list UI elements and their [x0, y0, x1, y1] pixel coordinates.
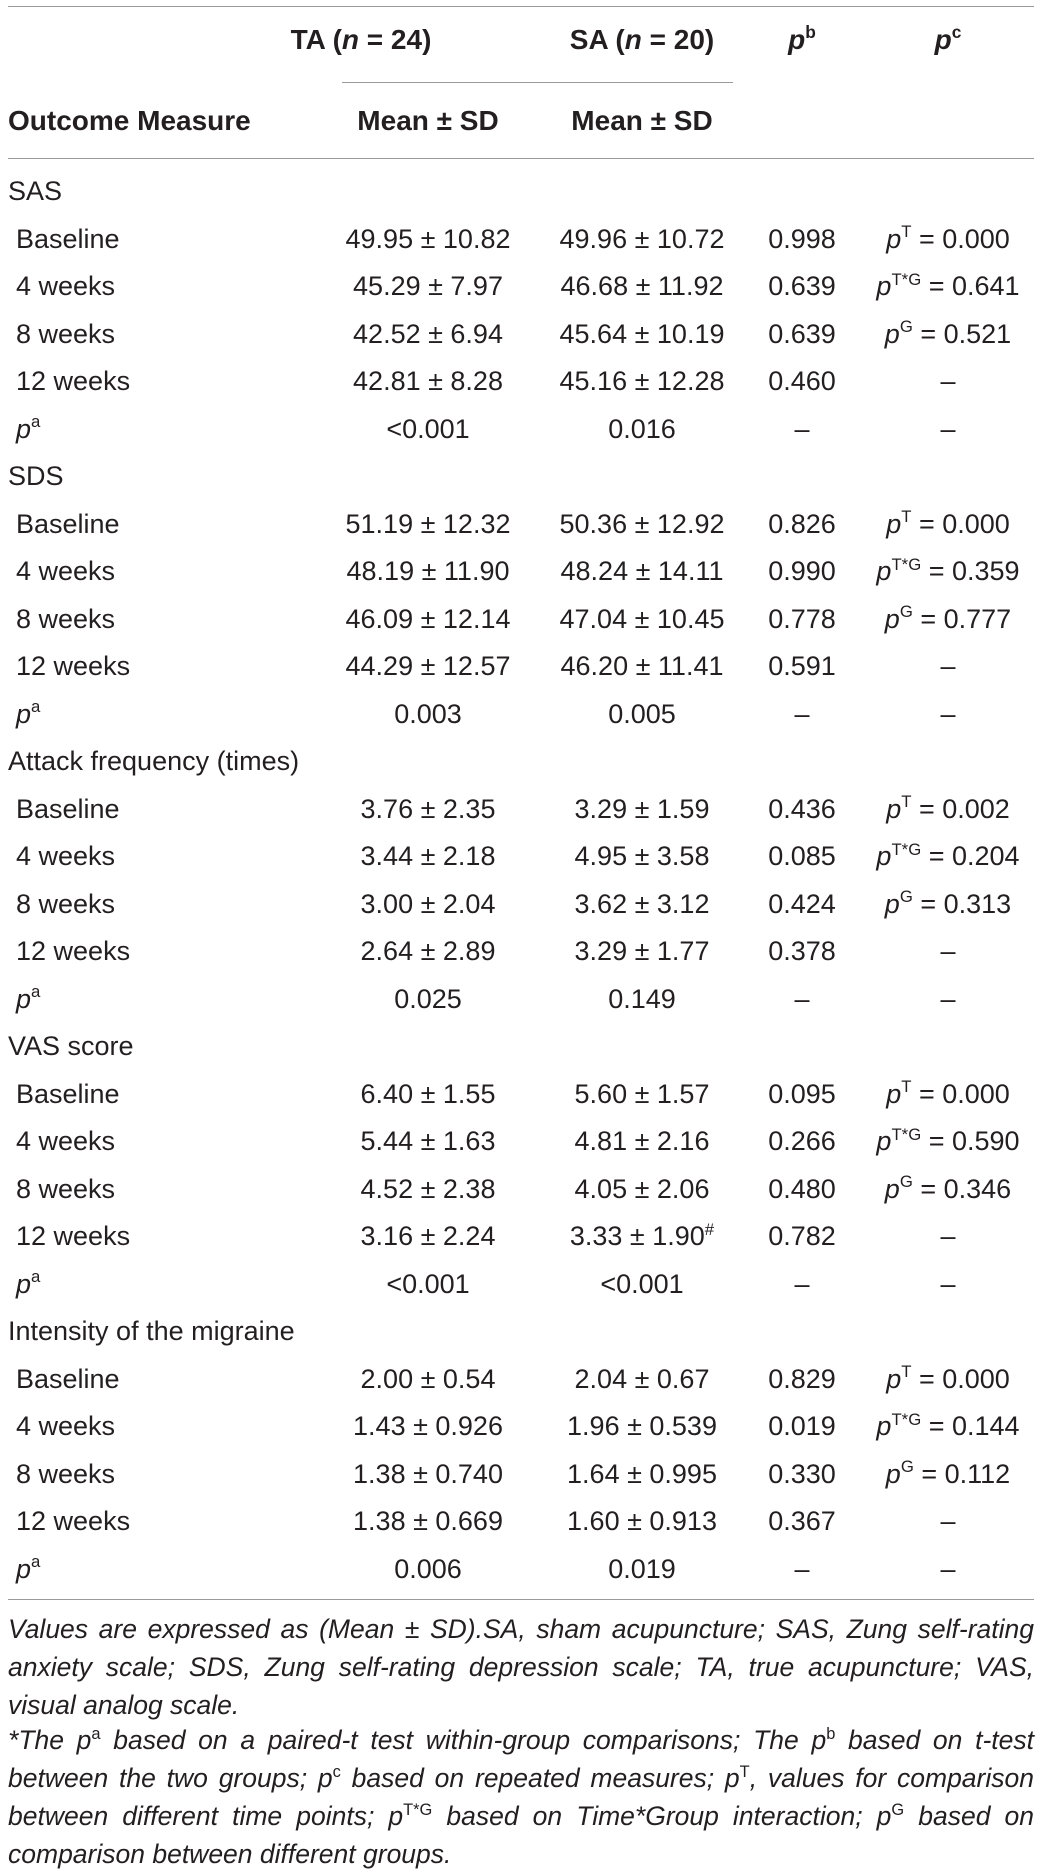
sa-value [570, 1213, 714, 1261]
row-label: 4 weeks [16, 841, 116, 871]
sa-value-text: 3.62 ± 3.12 [574, 888, 710, 919]
ta-value: 46.09 ± 12.14 [345, 603, 511, 634]
pc-value [886, 501, 1010, 549]
pc-value: – [940, 1553, 956, 1584]
sa-value-text: 0.149 [608, 983, 676, 1014]
footnote-superscript: T [739, 1762, 750, 1781]
pc-value-base: p [886, 793, 902, 824]
ta-value: <0.001 [386, 1268, 470, 1299]
ta-value: 49.95 ± 10.82 [345, 223, 511, 254]
sa-value [560, 311, 725, 359]
sa-value-text: 46.68 ± 11.92 [560, 271, 724, 301]
sa-value [560, 216, 725, 264]
table-top-rule [8, 6, 1034, 7]
row-label: Baseline [16, 793, 120, 824]
pc-value-value: = 0.000 [911, 1363, 1010, 1394]
table-row [0, 168, 1042, 216]
pb-value: 0.998 [768, 223, 836, 254]
pb-value: 0.378 [768, 936, 836, 966]
sa-value-text: 45.64 ± 10.19 [559, 318, 725, 349]
pb-value: – [794, 983, 810, 1014]
group-label: Intensity of the migraine [8, 1316, 295, 1346]
table-row [0, 976, 1042, 1024]
pc-value [885, 881, 1011, 929]
sa-value-text: 47.04 ± 10.45 [559, 603, 725, 634]
footnote-abbreviations: Values are expressed as (Mean ± SD).SA, sham acupuncture; SAS, Zung self-rating anxiety scale; SDS, Zung self-rating depression scale; TA, true acupuncture; VAS, visual analog scale. [8, 1614, 1034, 1720]
group-label: SAS [8, 176, 63, 206]
pc-value-base: p [885, 1458, 901, 1489]
pc-value-value: = 0.112 [913, 1458, 1011, 1489]
group-label: SDS [8, 461, 64, 491]
sa-value [575, 833, 710, 881]
footnote-text: based on Time*Group interaction; p [432, 1801, 892, 1831]
row-label: 8 weeks [16, 888, 116, 919]
pc-value: – [940, 936, 956, 966]
header-group-rule [342, 82, 733, 83]
footnote-superscript: b [826, 1724, 836, 1743]
sa-value [608, 691, 676, 739]
table-row [0, 786, 1042, 834]
sa-value-text: 4.95 ± 3.58 [574, 841, 710, 871]
pb-value: 0.266 [768, 1126, 836, 1156]
pc-value [876, 833, 1019, 881]
ta-value: 1.38 ± 0.669 [353, 1506, 503, 1536]
footnote-text: based on t-test between the two groups; p [8, 1725, 1035, 1793]
pb-value: 0.826 [768, 508, 836, 539]
pb-value: 0.085 [768, 841, 836, 871]
ta-value: 51.19 ± 12.32 [345, 508, 511, 539]
pb-value: 0.639 [768, 271, 836, 301]
sa-value-text: 1.60 ± 0.913 [567, 1506, 717, 1536]
row-label: 12 weeks [16, 366, 131, 396]
pb-value: 0.460 [768, 366, 836, 396]
pc-value-sup: G [899, 317, 913, 337]
sa-value [575, 1356, 710, 1404]
pb-value: 0.019 [768, 1411, 836, 1441]
table-row [0, 1166, 1042, 1214]
table-row [0, 1498, 1042, 1546]
table-row [0, 1451, 1042, 1499]
table-row [0, 928, 1042, 976]
pc-value-value: = 0.204 [921, 841, 1020, 871]
pc-value-value: = 0.144 [921, 1411, 1020, 1441]
row-label: 12 weeks [16, 936, 131, 966]
pc-value-value: = 0.359 [921, 556, 1020, 586]
pc-value: – [940, 1506, 956, 1536]
pc-value-value: = 0.590 [921, 1126, 1020, 1156]
pc-value-sup: T [901, 1077, 912, 1097]
sa-value [561, 643, 724, 691]
sa-value-text: 1.64 ± 0.995 [567, 1458, 717, 1489]
table-row [0, 596, 1042, 644]
header-sa-stat: Mean ± SD [571, 105, 713, 136]
table-row [0, 1403, 1042, 1451]
table-row [0, 833, 1042, 881]
ta-value: <0.001 [386, 413, 470, 444]
pc-value: – [940, 983, 956, 1014]
pc-value-sup: T*G [891, 1124, 922, 1144]
pc-value-base: p [876, 841, 892, 871]
sa-value [561, 263, 724, 311]
row-label: 12 weeks [16, 1221, 131, 1251]
pc-value-value: = 0.346 [912, 1173, 1012, 1204]
footnote-superscript: a [91, 1724, 101, 1743]
footnote-text: based on comparison between different groups. [8, 1801, 1034, 1869]
row-label: 8 weeks [16, 1458, 116, 1489]
row-label-sup: a [31, 412, 41, 432]
pc-value: – [940, 651, 956, 681]
ta-value: 0.003 [394, 698, 462, 729]
group-label: VAS score [8, 1031, 134, 1061]
pb-value: – [794, 413, 810, 444]
pc-value-sup: T [901, 792, 912, 812]
row-label: 4 weeks [16, 1411, 116, 1441]
row-label: Baseline [16, 1363, 120, 1394]
pc-value-sup: G [900, 1457, 914, 1477]
pc-value [876, 1118, 1019, 1166]
header-ta-group: TA (n = 24) [290, 24, 432, 55]
ta-value: 42.52 ± 6.94 [353, 318, 503, 349]
sa-value [608, 976, 676, 1024]
ta-value: 1.38 ± 0.740 [353, 1458, 503, 1489]
sa-value [560, 501, 725, 549]
header-outcome-measure: Outcome Measure [8, 105, 251, 136]
sa-value-text: 49.96 ± 10.72 [559, 223, 725, 254]
table-row [0, 691, 1042, 739]
ta-value: 3.16 ± 2.24 [360, 1221, 496, 1251]
row-label: 8 weeks [16, 1173, 116, 1204]
pb-value: 0.480 [768, 1173, 836, 1204]
pc-value-sup: G [899, 1172, 913, 1192]
pc-value-sup: G [899, 887, 913, 907]
group-label: Attack frequency (times) [8, 746, 300, 776]
pc-value-value: = 0.000 [911, 508, 1010, 539]
sa-value [567, 1403, 717, 1451]
ta-value: 48.19 ± 11.90 [346, 556, 510, 586]
pc-value: – [940, 1221, 956, 1251]
pc-value [876, 1403, 1019, 1451]
row-label [16, 406, 40, 454]
sa-value [575, 786, 710, 834]
table-row [0, 263, 1042, 311]
pc-value [886, 1451, 1010, 1499]
table-row [0, 453, 1042, 501]
pc-value-sup: T*G [891, 839, 922, 859]
sa-value [575, 1071, 710, 1119]
table-row [0, 548, 1042, 596]
pc-value-value: = 0.000 [911, 223, 1010, 254]
ta-value: 1.43 ± 0.926 [353, 1411, 503, 1441]
sa-value [567, 1498, 717, 1546]
pb-value: 0.990 [768, 556, 836, 586]
row-label-base: p [16, 983, 32, 1014]
ta-value: 2.00 ± 0.54 [360, 1363, 496, 1394]
sa-value-text: 1.96 ± 0.539 [567, 1411, 717, 1441]
sa-value [567, 1451, 717, 1499]
sa-value-text: 3.29 ± 1.77 [574, 936, 710, 966]
ta-value: 5.44 ± 1.63 [360, 1126, 496, 1156]
sa-value-text: 4.05 ± 2.06 [574, 1173, 710, 1204]
pc-value-value: = 0.313 [912, 888, 1012, 919]
header-pc: $p^c$ [934, 22, 962, 55]
pb-value: 0.591 [768, 651, 836, 681]
pc-value-base: p [886, 1363, 902, 1394]
sa-value-text: 5.60 ± 1.57 [574, 1078, 710, 1109]
row-label-sup: a [31, 1552, 41, 1572]
pb-value: – [794, 1268, 810, 1299]
table-row [0, 1356, 1042, 1404]
pc-value-value: = 0.777 [912, 603, 1012, 634]
table-row [0, 1213, 1042, 1261]
pb-value: 0.829 [768, 1363, 836, 1394]
pc-value [876, 263, 1019, 311]
pc-value-sup: T*G [891, 1409, 922, 1429]
row-label: Baseline [16, 1078, 120, 1109]
pc-value [886, 1071, 1010, 1119]
sa-value-text: 4.81 ± 2.16 [574, 1126, 710, 1156]
row-label-base: p [16, 413, 32, 444]
pc-value-base: p [884, 603, 900, 634]
sa-value-text: 45.16 ± 12.28 [559, 366, 725, 396]
pc-value-base: p [876, 556, 892, 586]
pc-value-base: p [886, 223, 902, 254]
pc-value: – [940, 366, 956, 396]
ta-value: 44.29 ± 12.57 [345, 651, 511, 681]
row-label: 8 weeks [16, 318, 116, 349]
pb-value: 0.367 [768, 1506, 836, 1536]
footnote-superscript: G [891, 1800, 905, 1819]
pb-value: – [794, 698, 810, 729]
pc-value: – [940, 413, 956, 444]
ta-value: 3.00 ± 2.04 [360, 888, 496, 919]
pb-value: 0.095 [768, 1078, 836, 1109]
pc-value-value: = 0.002 [911, 793, 1010, 824]
table-row [0, 1023, 1042, 1071]
pb-value: 0.778 [768, 603, 836, 634]
row-label-base: p [16, 698, 32, 729]
pc-value-base: p [876, 1126, 892, 1156]
ta-value: 0.025 [394, 983, 462, 1014]
sa-value [608, 406, 676, 454]
footnote-superscript: c [332, 1762, 341, 1781]
row-label: 4 weeks [16, 271, 116, 301]
table-row [0, 1308, 1042, 1356]
pc-value-sup: T [901, 222, 912, 242]
sa-value-text: 0.005 [608, 698, 676, 729]
row-label [16, 976, 40, 1024]
pc-value-value: = 0.000 [911, 1078, 1010, 1109]
row-label: 12 weeks [16, 1506, 131, 1536]
table-row [0, 1261, 1042, 1309]
row-label-sup: a [31, 1267, 41, 1287]
pc-value [885, 596, 1011, 644]
sa-value-text: 0.019 [608, 1553, 676, 1584]
footnote-text: , values for comparison between different time points; p [8, 1763, 1034, 1831]
sa-value [575, 928, 710, 976]
pc-value [876, 548, 1019, 596]
table-row [0, 311, 1042, 359]
row-label: 8 weeks [16, 603, 116, 634]
pc-value [886, 786, 1010, 834]
pb-value: 0.424 [768, 888, 836, 919]
sa-value-text: <0.001 [600, 1268, 684, 1299]
table-row [0, 216, 1042, 264]
pc-value: – [940, 1268, 956, 1299]
pc-value-base: p [886, 1078, 902, 1109]
pc-value-sup: G [899, 602, 913, 622]
row-label-sup: a [31, 697, 41, 717]
table-row [0, 1071, 1042, 1119]
pc-value-base: p [884, 1173, 900, 1204]
pc-value [886, 1356, 1010, 1404]
pc-value: – [940, 698, 956, 729]
footnote-text: *The p [8, 1725, 92, 1755]
sa-value [560, 358, 725, 406]
table-bottom-rule [8, 1599, 1034, 1600]
sa-value-text: 46.20 ± 11.41 [560, 651, 724, 681]
pb-value: – [794, 1553, 810, 1584]
pc-value-sup: T [901, 507, 912, 527]
table-row [0, 643, 1042, 691]
footnote-text: based on repeated measures; p [340, 1763, 740, 1793]
pb-value: 0.782 [768, 1221, 836, 1251]
pc-value-base: p [884, 318, 900, 349]
table-row [0, 1546, 1042, 1594]
pc-value-value: = 0.641 [921, 271, 1020, 301]
ta-value: 45.29 ± 7.97 [353, 271, 503, 301]
footnote-notes [8, 1721, 1034, 1873]
pc-value-sup: T*G [891, 554, 922, 574]
pc-value-value: = 0.521 [912, 318, 1012, 349]
sa-value [561, 548, 724, 596]
row-label [16, 1546, 40, 1594]
ta-value: 3.44 ± 2.18 [360, 841, 496, 871]
pc-value [885, 311, 1011, 359]
sa-value [560, 596, 725, 644]
row-label [16, 1261, 40, 1309]
ta-value: 3.76 ± 2.35 [360, 793, 496, 824]
row-label-base: p [16, 1553, 32, 1584]
pc-value [886, 216, 1010, 264]
header-pb: $p^b$ [788, 22, 816, 55]
pc-value-base: p [876, 1411, 892, 1441]
pc-value-sup: T [901, 1362, 912, 1382]
header-sa-group: SA (n = 20) [569, 24, 715, 55]
table-row [0, 501, 1042, 549]
ta-value: 42.81 ± 8.28 [353, 366, 503, 396]
table-row [0, 738, 1042, 786]
pc-value-base: p [886, 508, 902, 539]
table-row [0, 406, 1042, 454]
sa-value [608, 1546, 676, 1594]
sa-value-text: 2.04 ± 0.67 [574, 1363, 710, 1394]
sa-value-text: 3.29 ± 1.59 [574, 793, 710, 824]
table-row [0, 358, 1042, 406]
ta-value: 4.52 ± 2.38 [360, 1173, 496, 1204]
table-header-rule [8, 158, 1034, 159]
footnote-text: based on a paired-t test within-group comparisons; The p [100, 1725, 827, 1755]
row-label: Baseline [16, 223, 120, 254]
sa-value-text: 48.24 ± 14.11 [560, 556, 724, 586]
table-row [0, 881, 1042, 929]
row-label: 4 weeks [16, 1126, 116, 1156]
sa-value-text: 0.016 [608, 413, 676, 444]
pc-value-base: p [884, 888, 900, 919]
sa-value-mark: # [704, 1219, 715, 1239]
row-label [16, 691, 40, 739]
row-label-sup: a [31, 982, 41, 1002]
sa-value [575, 881, 710, 929]
sa-value-text: 50.36 ± 12.92 [559, 508, 725, 539]
row-label: 12 weeks [16, 651, 131, 681]
ta-value: 6.40 ± 1.55 [360, 1078, 496, 1109]
pc-value-sup: T*G [891, 269, 922, 289]
sa-value [575, 1118, 710, 1166]
pb-value: 0.330 [768, 1458, 836, 1489]
pc-value [885, 1166, 1011, 1214]
row-label: Baseline [16, 508, 120, 539]
sa-value [575, 1166, 710, 1214]
row-label: 4 weeks [16, 556, 116, 586]
pb-value: 0.436 [768, 793, 836, 824]
header-ta-stat: Mean ± SD [357, 105, 499, 136]
sa-value [600, 1261, 683, 1309]
sa-value-text: 3.33 ± 1.90 [569, 1221, 705, 1251]
ta-value: 0.006 [394, 1553, 462, 1584]
ta-value: 2.64 ± 2.89 [360, 936, 496, 966]
pb-value: 0.639 [768, 318, 836, 349]
footnote-superscript: T*G [403, 1800, 433, 1819]
row-label-base: p [16, 1268, 32, 1299]
table-row [0, 1118, 1042, 1166]
pc-value-base: p [876, 271, 892, 301]
